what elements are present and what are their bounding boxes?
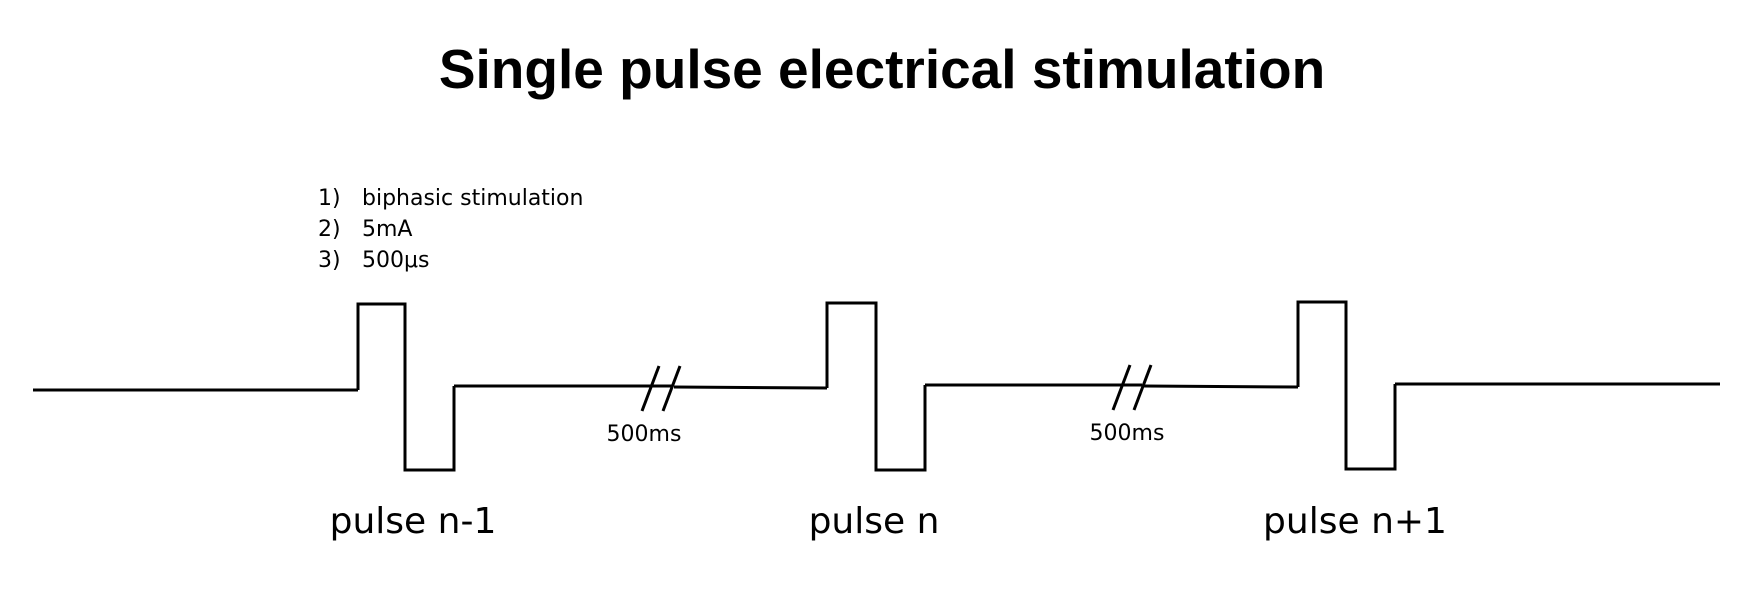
biphasic-pulse [1298, 302, 1395, 469]
parameter-text: 500μs [362, 248, 430, 273]
biphasic-pulse [358, 304, 454, 470]
diagram-title: Single pulse electrical stimulation [438, 38, 1326, 100]
parameter-number: 1) [318, 186, 341, 211]
biphasic-pulse [827, 303, 925, 470]
pulse-label: pulse n-1 [329, 501, 497, 542]
parameter-number: 3) [318, 248, 341, 273]
baseline-segment [1144, 386, 1298, 387]
parameter-text: 5mA [362, 217, 413, 242]
interval-label: 500ms [606, 422, 682, 447]
pulse-label: pulse n+1 [1263, 501, 1447, 542]
parameter-number: 2) [318, 217, 341, 242]
interval-label: 500ms [1089, 421, 1165, 446]
axis-break-mark [1113, 365, 1130, 410]
axis-break-mark [642, 366, 659, 411]
parameter-text: biphasic stimulation [362, 186, 584, 211]
baseline-segment [674, 387, 827, 388]
pulse-label: pulse n [808, 501, 940, 542]
